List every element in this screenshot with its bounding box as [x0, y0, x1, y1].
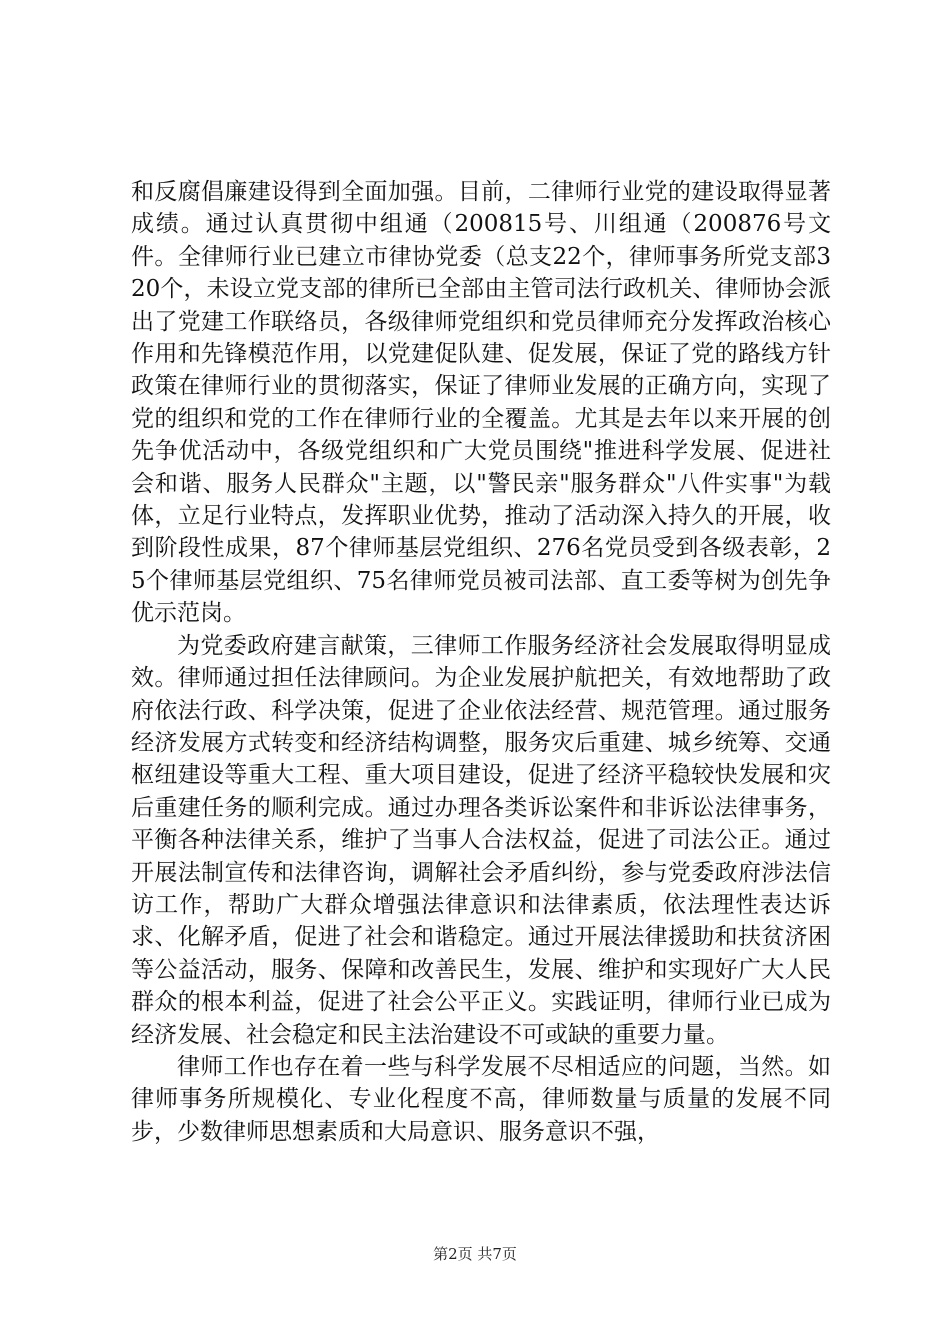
document-body	[131, 176, 831, 1148]
page-footer	[0, 1244, 950, 1264]
paragraph-service-economy: 为党委政府建言献策，三律师工作服务经济社会发展取得明显成效。律师通过担任法律顾问。为企业发展护航把关，有效地帮助了政府依法行政、科学决策，促进了企业依法经营、规范管理。通过服务经济发展方式转变和经济结构调整，服务灾后重建、城乡统筹、交通枢纽建设等重大工程、重大项目建设，促进了经济平稳较快发展和灾后重建任务的顺利完成。通过办理各类诉讼案件和非诉讼法律事务，平衡各种法律关系，维护了当事人合法权益，促进了司法公正。通过开展法制宣传和法律咨询，调解社会矛盾纠纷，参与党委政府涉法信访工作，帮助广大群众增强法律意识和法律素质，依法理性表达诉求、化解矛盾，促进了社会和谐稳定。通过开展法律援助和扶贫济困等公益活动，服务、保障和改善民生，发展、维护和实现好广大人民群众的根本利益，促进了社会公平正义。实践证明，律师行业已成为经济发展、社会稳定和民主法治建设不可或缺的重要力量。	[131, 632, 831, 1048]
paragraph-problems: 律师工作也存在着一些与科学发展不尽相适应的问题，当然。如律师事务所规模化、专业化程度不高，律师数量与质量的发展不同步，少数律师思想素质和大局意识、服务意识不强，	[131, 1053, 831, 1145]
page-number: 第2页 共7页	[433, 1245, 517, 1263]
paragraph-continued: 和反腐倡廉建设得到全面加强。目前，二律师行业党的建设取得显著成绩。通过认真贯彻中组通（200815号、川组通（200876号文件。全律师行业已建立市律协党委（总支22个，律师事务所党支部320个，未设立党支部的律所已全部由主管司法行政机关、律师协会派出了党建工作联络员，各级律师党组织和党员律师充分发挥政治核心作用和先锋模范作用，以党建促队建、促发展，保证了党的路线方针政策在律师行业的贯彻落实，保证了律师业发展的正确方向，实现了党的组织和党的工作在律师行业的全覆盖。尤其是去年以来开展的创先争优活动中，各级党组织和广大党员围绕"推进科学发展、促进社会和谐、服务人民群众"主题，以"警民亲"服务群众"八件实事"为载体，立足行业特点，发挥职业优势，推动了活动深入持久的开展，收到阶段性成果，87个律师基层党组织、276名党员受到各级表彰，25个律师基层党组织、75名律师党员被司法部、直工委等树为创先争优示范岗。	[131, 179, 831, 627]
